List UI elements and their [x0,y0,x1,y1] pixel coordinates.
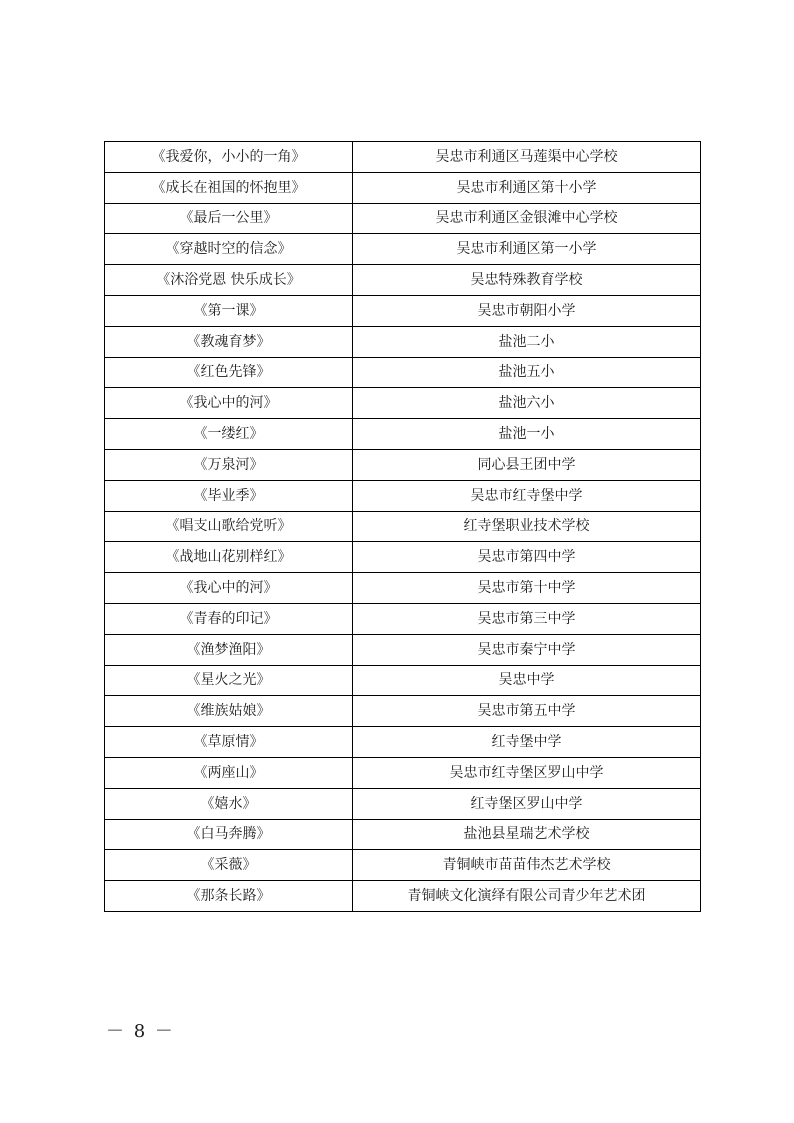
school-name-cell: 吴忠市红寺堡区罗山中学 [353,757,701,788]
table-row [105,234,701,265]
school-name-cell: 盐池县星瑞艺术学校 [353,819,701,850]
school-name-cell: 盐池六小 [353,388,701,419]
school-name-cell: 红寺堡职业技术学校 [353,511,701,542]
table-row [105,757,701,788]
table-row [105,449,701,480]
table-row [105,295,701,326]
program-table-body [105,142,701,912]
table-row [105,850,701,881]
school-name-cell: 吴忠市利通区第一小学 [353,234,701,265]
program-title-cell: 《青春的印记》 [105,603,353,634]
table-row [105,819,701,850]
table-row [105,665,701,696]
program-title-cell: 《我心中的河》 [105,573,353,604]
school-name-cell: 吴忠特殊教育学校 [353,265,701,296]
program-title-cell: 《第一课》 [105,295,353,326]
school-name-cell: 吴忠市第四中学 [353,542,701,573]
school-name-cell: 吴忠市秦宁中学 [353,634,701,665]
table-row [105,326,701,357]
school-name-cell: 青铜峡文化演绎有限公司青少年艺术团 [353,881,701,912]
program-title-cell: 《成长在祖国的怀抱里》 [105,172,353,203]
table-row [105,696,701,727]
program-title-cell: 《我爱你，小小的一角》 [105,142,353,173]
table-row [105,881,701,912]
school-name-cell: 吴忠市第五中学 [353,696,701,727]
program-title-cell: 《嬉水》 [105,788,353,819]
school-name-cell: 吴忠市第十中学 [353,573,701,604]
program-title-cell: 《红色先锋》 [105,357,353,388]
school-name-cell: 吴忠市朝阳小学 [353,295,701,326]
table-row [105,203,701,234]
table-row [105,634,701,665]
program-title-cell: 《草原情》 [105,727,353,758]
program-title-cell: 《采薇》 [105,850,353,881]
school-name-cell: 盐池五小 [353,357,701,388]
program-title-cell: 《战地山花别样红》 [105,542,353,573]
program-title-cell: 《维族姑娘》 [105,696,353,727]
school-name-cell: 青铜峡市苗苗伟杰艺术学校 [353,850,701,881]
program-title-cell: 《白马奔腾》 [105,819,353,850]
program-table [104,141,701,912]
school-name-cell: 盐池一小 [353,419,701,450]
table-row [105,388,701,419]
program-title-cell: 《我心中的河》 [105,388,353,419]
school-name-cell: 吴忠市红寺堡中学 [353,480,701,511]
table-row [105,172,701,203]
table-row [105,788,701,819]
school-name-cell: 红寺堡中学 [353,727,701,758]
program-title-cell: 《穿越时空的信念》 [105,234,353,265]
program-title-cell: 《万泉河》 [105,449,353,480]
school-name-cell: 吴忠中学 [353,665,701,696]
program-title-cell: 《两座山》 [105,757,353,788]
school-name-cell: 盐池二小 [353,326,701,357]
table-row [105,727,701,758]
program-title-cell: 《最后一公里》 [105,203,353,234]
school-name-cell: 同心县王团中学 [353,449,701,480]
table-row [105,603,701,634]
school-name-cell: 吴忠市利通区马莲渠中心学校 [353,142,701,173]
table-row [105,357,701,388]
table-row [105,511,701,542]
program-title-cell: 《教魂育梦》 [105,326,353,357]
program-title-cell: 《星火之光》 [105,665,353,696]
program-title-cell: 《一缕红》 [105,419,353,450]
program-title-cell: 《沐浴党恩 快乐成长》 [105,265,353,296]
school-name-cell: 红寺堡区罗山中学 [353,788,701,819]
table-row [105,542,701,573]
program-title-cell: 《渔梦渔阳》 [105,634,353,665]
page-number: － 8 － [106,1021,175,1042]
table-row [105,419,701,450]
school-name-cell: 吴忠市利通区金银滩中心学校 [353,203,701,234]
school-name-cell: 吴忠市利通区第十小学 [353,172,701,203]
table-row [105,142,701,173]
program-title-cell: 《毕业季》 [105,480,353,511]
table-row [105,573,701,604]
table-row [105,265,701,296]
school-name-cell: 吴忠市第三中学 [353,603,701,634]
program-title-cell: 《唱支山歌给党听》 [105,511,353,542]
program-title-cell: 《那条长路》 [105,881,353,912]
table-row [105,480,701,511]
